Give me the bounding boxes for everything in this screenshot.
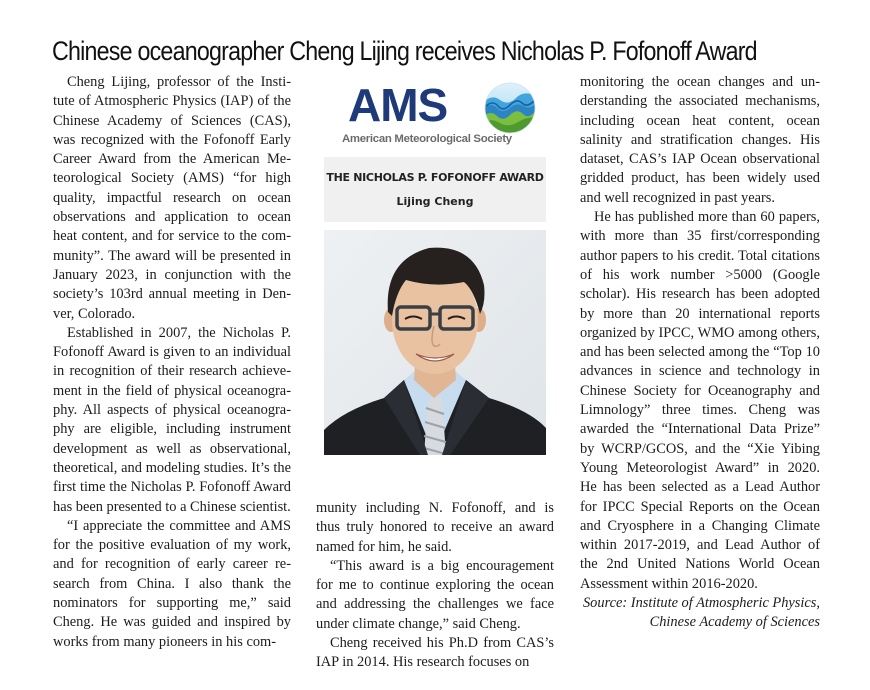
award-title: THE NICHOLAS P. FOFONOFF AWARD (326, 171, 544, 184)
paragraph-continued-community: munity including N. Fofonoff, and is thus truly honored to receive an award named for him, he said. (316, 500, 554, 555)
award-recipient: Lijing Cheng (396, 195, 474, 208)
paragraph-award-history: Established in 2007, the Nicholas P. Fofonoff Award is given to an individual in recognition of their research achievement in the field of physical oceanography. All aspects of physical oceanography are eligible, including instrument development as well as observational, theoretical, and modeling studies. It’s the first time the Nicholas P. Fofonoff Award has been presented to a Chinese scientist. (53, 324, 291, 515)
paragraph-quote-appreciation: “I appreciate the committee and AMS for the positive evaluation of my work, and for recognition of early career research from China. I also thank the nominators for supporting me,” said Cheng. He was guided and inspired by works from many pioneers in his com- (53, 517, 291, 650)
ams-logo-subtitle: American Meteorological Society (342, 133, 512, 145)
portrait-photo (324, 230, 546, 455)
paragraph-quote-encouragement: “This award is a big encouragement for me to continue exploring the ocean and addressing the challenges we face under climate change,” said Cheng. (316, 557, 554, 632)
ams-logo (324, 73, 546, 153)
award-name-panel (324, 157, 546, 222)
ams-award-card (324, 73, 546, 222)
source-line-1: Source: Institute of Atmospheric Physics, (582, 595, 820, 612)
article-column-2 (316, 499, 554, 673)
paragraph-phd: Cheng received his Ph.D from CAS’s IAP in 2014. His research focuses on (316, 635, 554, 671)
source-line-2: Chinese Academy of Sciences (649, 614, 820, 631)
article-column-1 (53, 73, 291, 652)
source-credit (580, 594, 820, 633)
ams-logo-letters: AMS (348, 79, 448, 131)
paragraph-research-focus: monitoring the ocean changes and understanding the associated mechanisms, including ocean heat content, ocean salinity and stratification changes. His dataset, CAS’s IAP Ocean observational gridded product, has been widely used and well recognized in past years. (580, 74, 820, 206)
article-headline: Chinese oceanographer Cheng Lijing receives Nicholas P. Fofonoff Award (52, 36, 757, 67)
ams-globe-icon (484, 82, 536, 134)
paragraph-publications: He has published more than 60 papers, with more than 35 first/corresponding author papers to his credit. Total citations of his work number >5000 (Google scholar). His research has been adopted by more than 20 international reports organized by IPCC, WMO among others, and has been selected among the “Top 10 advances in science and technology in Chinese Society for Oceanography and Limnology” three times. Cheng was awarded the “International Data Prize” by WCRP/GCOS, and the “Xie Yibing Young Meteorologist Award” in 2020. He has been selected as a Lead Author for IPCC Special Reports on the Ocean and Cryosphere in a Changing Climate within 2017-2019, and Lead Author of the 2nd United Nations World Ocean Assessment within 2016-2020. (580, 209, 820, 592)
article-column-3 (580, 73, 820, 633)
paragraph-intro: Cheng Lijing, professor of the Institute of Atmospheric Physics (IAP) of the Chinese Academy of Sciences (CAS), was recognized with the Fofonoff Early Career Award from the American Meteorological Society (AMS) “for high quality, impactful research on ocean observations and application to ocean heat content, and for service to the community”. The award will be presented in January 2023, in conjunction with the society’s 103rd annual meeting in Denver, Colorado. (53, 74, 291, 322)
portrait-illustration (324, 230, 546, 455)
